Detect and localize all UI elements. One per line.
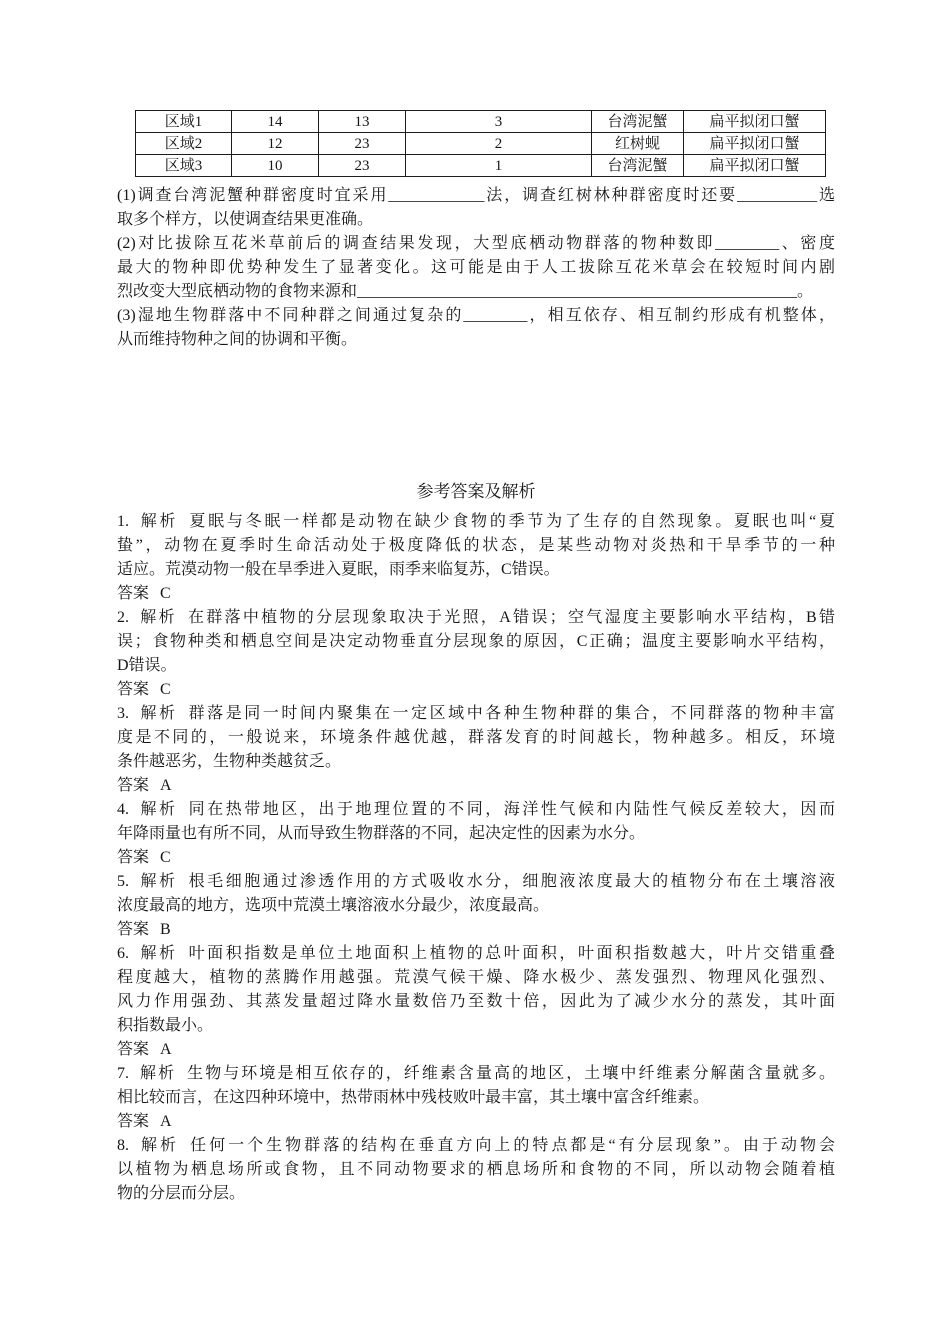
explanation-text: 任何一个生物群落的结构在垂直方向上的特点都是“有分层现象”。由于动物会 [190,1137,835,1154]
explanation-label: 解析 [138,1137,180,1154]
answer-item [117,510,835,606]
question-line: 烈改变大型底栖动物的食物来源和_______________________________________________________。 [117,283,814,300]
question-block [117,184,835,352]
explanation-label: 解析 [138,1065,177,1082]
explanation-text: 叶面积指数是单位土地面积上植物的总叶面积，叶面积指数越大，叶片交错重叠 [188,945,835,962]
explanation-line [117,606,835,630]
explanation-line: 物的分层而分层。 [117,1185,246,1202]
explanation-line: 误；食物种类和栖息空间是决定动物垂直分层现象的原因，C正确；温度主要影响水平结构， [117,633,835,650]
table-row [136,155,826,177]
table-cell: 3 [406,111,592,133]
answer-line [117,1038,835,1062]
species-cell: 台湾泥蟹 [592,155,684,177]
answer-label: 答案 [117,849,150,866]
table-cell: 13 [319,111,406,133]
explanation-line: 浓度最高的地方，选项中荒漠土壤溶液水分最少，浓度最高。 [117,897,550,914]
region-cell: 区域1 [136,111,232,133]
explanation-label: 解析 [138,705,178,722]
explanation-text: 群落是同一时间内聚集在一定区域中各种生物种群的集合，不同群落的物种丰富 [188,705,835,722]
item-number: 2. [117,609,129,626]
answer-label: 答案 [117,777,150,794]
explanation-line [117,1062,835,1086]
species-cell: 扁平拟闭口蟹 [684,111,826,133]
answers-heading: 参考答案及解析 [416,482,536,501]
answer-item [117,942,835,1062]
table-cell: 1 [406,155,592,177]
question-line: 取多个样方，以使调查结果更准确。 [117,211,374,228]
answer-label: 答案 [117,585,150,602]
item-number: 1. [117,513,129,530]
explanation-line [117,702,835,726]
question-line: 最大的物种即优势种发生了显著变化。这可能是由于人工拔除互花米草会在较短时间内剧 [117,259,835,276]
species-cell: 扁平拟闭口蟹 [684,155,826,177]
item-number: 4. [117,801,129,818]
explanation-line: 条件越恶劣，生物种类越贫乏。 [117,753,342,770]
explanation-text: 夏眠与冬眠一样都是动物在缺少食物的季节为了生存的自然现象。夏眠也叫“夏 [189,513,835,530]
answers-section [117,510,835,1206]
explanation-line: 相比较而言，在这四种环境中，热带雨林中残枝败叶最丰富，其土壤中富含纤维素。 [117,1089,710,1106]
explanation-line: 适应。荒漠动物一般在旱季进入夏眠，雨季来临复苏，C错误。 [117,561,560,578]
document-content [0,110,950,1206]
table-row [136,111,826,133]
answer-item [117,1134,835,1206]
explanation-label: 解析 [138,609,177,626]
answer-letter: A [160,1113,172,1130]
answer-line [117,1110,835,1134]
question-line: (1)调查台湾泥蟹种群密度时宜采用____________法，调查红树林种群密度时还要__________选 [117,187,835,204]
table-cell: 10 [232,155,319,177]
table-cell: 23 [319,155,406,177]
item-number: 6. [117,945,129,962]
answer-letter: A [160,1041,172,1058]
question-line: (3)湿地生物群落中不同种群之间通过复杂的________，相互依存、相互制约形成有机整体， [117,307,835,324]
region-cell: 区域2 [136,133,232,155]
explanation-line: 风力作用强劲、其蒸发量超过降水量数倍乃至数十倍，因此为了减少水分的蒸发，其叶面 [117,993,835,1010]
table-cell: 23 [319,133,406,155]
survey-results-table [135,110,826,177]
explanation-line [117,1134,835,1158]
explanation-line: 蛰”，动物在夏季时生命活动处于极度降低的状态，是某些动物对炎热和干旱季节的一种 [117,537,835,554]
item-number: 5. [117,873,129,890]
explanation-text: 在群落中植物的分层现象取决于光照，A错误；空气湿度主要影响水平结构，B错 [187,609,835,626]
explanation-line [117,510,835,534]
explanation-label: 解析 [138,801,178,818]
answer-letter: A [160,777,172,794]
answer-label: 答案 [117,681,150,698]
region-cell: 区域3 [136,155,232,177]
answer-label: 答案 [117,1041,150,1058]
answer-item [117,870,835,942]
species-cell: 红树蚬 [592,133,684,155]
answer-line [117,918,835,942]
explanation-line: D错误。 [117,657,177,674]
answer-label: 答案 [117,921,150,938]
answer-line [117,678,835,702]
table-row [136,133,826,155]
explanation-text: 生物与环境是相互依存的，纤维素含量高的地区，土壤中纤维素分解菌含量就多。 [187,1065,835,1082]
explanation-line [117,798,835,822]
question-line: 从而维持物种之间的协调和平衡。 [117,331,358,348]
explanation-line: 积指数最小。 [117,1017,214,1034]
explanation-text: 根毛细胞通过渗透作用的方式吸收水分，细胞液浓度最大的植物分布在土壤溶液 [188,873,835,890]
explanation-label: 解析 [138,513,179,530]
answer-letter: C [160,681,171,698]
explanation-line: 度是不同的，一般说来，环境条件越优越，群落发育的时间越长，物种越多。相反，环境 [117,729,835,746]
explanation-text: 同在热带地区，出于地理位置的不同，海洋性气候和内陆性气候反差较大，因而 [188,801,835,818]
explanation-line: 以植物为栖息场所或食物，且不同动物要求的栖息场所和食物的不同，所以动物会随着植 [117,1161,835,1178]
answer-letter: C [160,849,171,866]
explanation-label: 解析 [138,945,178,962]
item-number: 7. [117,1065,129,1082]
table-cell: 12 [232,133,319,155]
answer-letter: B [160,921,171,938]
table-cell: 14 [232,111,319,133]
answer-line [117,582,835,606]
answer-item [117,702,835,798]
explanation-label: 解析 [138,873,178,890]
item-number: 3. [117,705,129,722]
item-number: 8. [117,1137,129,1154]
answer-item [117,606,835,702]
answer-line [117,774,835,798]
explanation-line [117,942,835,966]
table-cell: 2 [406,133,592,155]
answer-item [117,1062,835,1134]
answer-label: 答案 [117,1113,150,1130]
answer-line [117,846,835,870]
explanation-line: 程度越大，植物的蒸腾作用越强。荒漠气候干燥、降水极少、蒸发强烈、物理风化强烈、 [117,969,835,986]
answer-letter: C [160,585,171,602]
species-cell: 扁平拟闭口蟹 [684,133,826,155]
explanation-line: 年降雨量也有所不同，从而导致生物群落的不同，起决定性的因素为水分。 [117,825,646,842]
question-line: (2)对比拔除互花米草前后的调查结果发现，大型底栖动物群落的物种数即________、密度 [117,235,835,252]
explanation-line [117,870,835,894]
answer-item [117,798,835,870]
species-cell: 台湾泥蟹 [592,111,684,133]
